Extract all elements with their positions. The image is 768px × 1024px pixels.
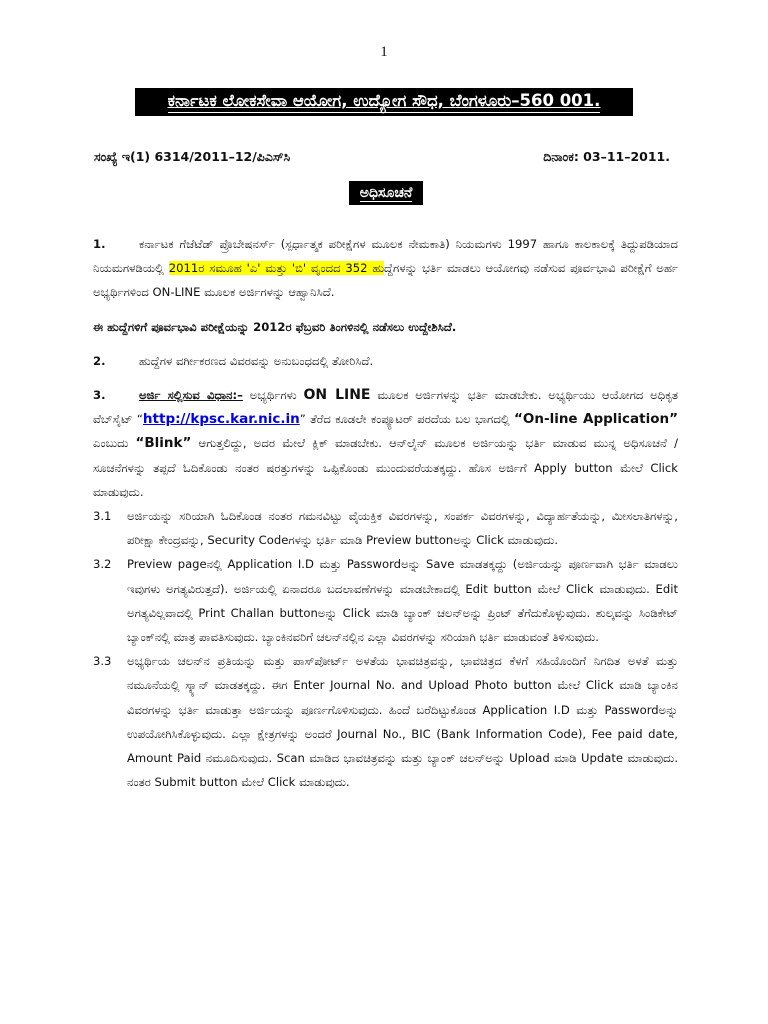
paragraph-1-text-a: ಕರ್ನಾಟಕ ಗೆಜೆಟೆಡ್ ಪ್ರೊಬೇಷನರ್ಸ್ (ಸ್ಪರ್ಧಾತ್ಮಕ ಪರೀಕ್ಷೆಗಳ ಮೂಲಕ ನೇಮಕಾತಿ) ನಿಯಮಗಳು 1997 ಹಾಗೂ ಕಾಲಕಾಲಕ್ಕೆ ತಿದ್ದುಪಡಿಯಾದ ನಿಯಮಗಳಡಿಯಲ್ಲಿ — [93, 237, 678, 276]
notice-heading — [349, 181, 423, 205]
notice-heading-text: ಅಧಿಸೂಚನೆ — [359, 184, 413, 201]
paragraph-number: 2. — [93, 353, 106, 368]
paragraph-3-text-4: ಎಂಬುದು — [93, 436, 136, 451]
paragraph-3-text-2: ಮೂಲಕ ಅರ್ಜಿಗಳನ್ನು ಭರ್ತಿ ಮಾಡಬೇಕು. ಅಭ್ಯರ್ಥಿಯು ಆಯೋಗದ ಅಧಿಕೃತ ವೆಬ್‌ಸೈಟ್ “ — [93, 388, 678, 427]
paragraph-3-text-1: ಅಭ್ಯರ್ಥಿಗಳು — [242, 388, 304, 403]
online-label: ON LINE — [303, 387, 371, 404]
sub-paragraph-3-1-text: ಅರ್ಜಿಯನ್ನು ಸರಿಯಾಗಿ ಓದಿಕೊಂಡ ನಂತರ ಗಮನವಿಟ್ಟು ವೈಯಕ್ತಿಕ ವಿವರಗಳನ್ನು, ಸಂಪರ್ಕ ವಿವರಗಳನ್ನು, ವಿದ್ಯಾರ್ಹತೆಯನ್ನು, ಮೀಸಲಾತಿಗಳನ್ನು, ಪರೀಕ್ಷಾ ಕೇಂದ್ರವನ್ನು, Security Codeಗಳನ್ನು ಭರ್ತಿ ಮಾಡಿ Preview buttonಅನ್ನು Click ಮಾಡುವುದು. — [127, 509, 678, 548]
page-number: 1 — [380, 44, 388, 60]
notification-body — [93, 232, 678, 794]
online-application-label: “On-line Application” — [514, 411, 678, 428]
sub-paragraph-3-3 — [93, 649, 678, 794]
sub-paragraph-3-2 — [93, 552, 678, 649]
paragraph-2-text: ಹುದ್ದೆಗಳ ವರ್ಗೀಕರಣದ ವಿವರವನ್ನು ಅನುಬಂಧದಲ್ಲಿ ತೋರಿಸಿದೆ. — [139, 353, 374, 368]
reference-number: ಸಂಖ್ಯೆ ಇ(1) 6314/2011–12/ಪಿಎಸ್‌ಸಿ — [94, 149, 291, 164]
paragraph-1 — [93, 232, 678, 305]
blink-label: “Blink” — [135, 435, 192, 452]
kpsc-website-link[interactable]: http://kpsc.kar.nic.in — [142, 411, 300, 428]
paragraph-number: 1. — [93, 237, 106, 251]
sub-paragraph-3-1 — [93, 504, 678, 552]
sub-paragraph-3-3-text: ಅಭ್ಯರ್ಥಿಯ ಚಲನ್‌ನ ಪ್ರತಿಯನ್ನು ಮತ್ತು ಪಾಸ್‌ಪೋರ್ಟ್ ಅಳತೆಯ ಭಾವಚಿತ್ರವನ್ನು, ಭಾವಚಿತ್ರದ ಕೆಳಗೆ ಸಹಿಯೊಂದಿಗೆ ನಿಗದಿತ ಅಳತೆ ಮತ್ತು ನಮೂನೆಯಲ್ಲಿ ಸ್ಕ್ಯಾನ್ ಮಾಡತಕ್ಕದ್ದು. ಈಗ Enter Journal No. and Upload Photo button ಮೇಲೆ Click ಮಾಡಿ ಬ್ಯಾಂಕಿನ ವಿವರಗಳನ್ನು ಭರ್ತಿ ಮಾಡುತ್ತಾ ಅರ್ಜಿಯನ್ನು ಪೂರ್ಣಗೊಳಿಸುವುದು. ಹಿಂದೆ ಬರೆದಿಟ್ಟುಕೊಂಡ Application I.D ಮತ್ತು Passwordಅನ್ನು ಉಪಯೋಗಿಸಿಕೊಳ್ಳುವುದು. ಎಲ್ಲಾ ಕ್ಷೇತ್ರಗಳನ್ನು ಅಂದರೆ Journal No., BIC (Bank Information Code), Fee paid date, Amount Paid ನಮೂದಿಸುವುದು. Scan ಮಾಡಿದ ಭಾವಚಿತ್ರವನ್ನು ಮತ್ತು ಬ್ಯಾಂಕ್ ಚಲನ್‌ಅನ್ನು Upload ಮಾಡಿ Update ಮಾಡುವುದು. ನಂತರ Submit button ಮೇಲೆ Click ಮಾಡುವುದು. — [127, 654, 678, 790]
paragraph-2 — [93, 349, 678, 373]
sub-paragraph-3-2-text: Preview pageನಲ್ಲಿ Application I.D ಮತ್ತು Passwordಅನ್ನು Save ಮಾಡತಕ್ಕದ್ದು (ಅರ್ಜಿಯನ್ನು ಪೂರ್ಣವಾಗಿ ಭರ್ತಿ ಮಾಡಲು ಇವುಗಳು ಅಗತ್ಯವಿರುತ್ತದೆ). ಅರ್ಜಿಯಲ್ಲಿ ಏನಾದರೂ ಬದಲಾವಣೆಗಳನ್ನು ಮಾಡಬೇಕಾದಲ್ಲಿ Edit button ಮೇಲೆ Click ಮಾಡುವುದು. Edit ಅಗತ್ಯವಿಲ್ಲವಾದಲ್ಲಿ Print Challan buttonಅನ್ನು Click ಮಾಡಿ ಬ್ಯಾಂಕ್ ಚಲನ್‌ಅನ್ನು ಪ್ರಿಂಟ್ ತೆಗೆದುಕೊಳ್ಳುವುದು. ಶುಲ್ಕವನ್ನು ಸಿಂಡಿಕೇಟ್ ಬ್ಯಾಂಕ್‌ನಲ್ಲಿ ಮಾತ್ರ ಪಾವತಿಸುವುದು. ಬ್ಯಾಂಕಿನವರಿಗೆ ಚಲನ್‌ನಲ್ಲಿನ ಎಲ್ಲಾ ವಿವರಗಳನ್ನು ಸರಿಯಾಗಿ ಭರ್ತಿ ಮಾಡುವಂತೆ ತಿಳಿಸುವುದು. — [127, 557, 678, 645]
reference-row — [94, 149, 670, 165]
application-method-heading: ಅರ್ಜಿ ಸಲ್ಲಿಸುವ ವಿಧಾನ:– — [139, 388, 243, 403]
page-title — [135, 88, 633, 116]
page-title-text: ಕರ್ನಾಟಕ ಲೋಕಸೇವಾ ಆಯೋಗ, ಉದ್ಯೋಗ ಸೌಧ, ಬೆಂಗಳೂರು–560 001. — [168, 91, 601, 113]
highlighted-post-count: 2011ರ ಸಮೂಹ 'ಎ' ಮತ್ತು 'ಬಿ' ವೃಂದದ 352 ಹು — [168, 261, 385, 276]
paragraph-3 — [93, 383, 678, 504]
sub-paragraph-number: 3.2 — [93, 557, 112, 572]
paragraph-3-text-5: ಆಗುತ್ತಲಿದ್ದು, ಅದರ ಮೇಲೆ ಕ್ಲಿಕ್ ಮಾಡಬೇಕು. ಆನ್‌ಲೈನ್ ಮೂಲಕ ಅರ್ಜಿಯನ್ನು ಭರ್ತಿ ಮಾಡುವ ಮುನ್ನ ಅಧಿಸೂಚನೆ / ಸೂಚನೆಗಳನ್ನು ತಪ್ಪದೆ ಓದಿಕೊಂಡು ನಂತರ ಷರತ್ತುಗಳನ್ನು ಒಪ್ಪಿಕೊಂಡು ಮುಂದುವರೆಯತಕ್ಕದ್ದು. ಹೊಸ ಅರ್ಜಿಗೆ Apply button ಮೇಲೆ Click ಮಾಡುವುದು. — [93, 436, 678, 499]
paragraph-number: 3. — [93, 388, 106, 403]
paragraph-1-text-b: ದ್ದೆಗಳನ್ನು ಭರ್ತಿ ಮಾಡಲು ಆಯೋಗವು ನಡೆಸುವ ಪೂರ್ವಭಾವಿ ಪರೀಕ್ಷೆಗೆ ಅರ್ಹ ಅಭ್ಯರ್ಥಿಗಳಿಂದ ON-LINE ಮೂಲಕ ಅರ್ಜಿಗಳನ್ನು ಆಹ್ವಾನಿಸಿದೆ. — [93, 261, 678, 300]
notification-date: ದಿನಾಂಕ: 03–11–2011. — [543, 149, 670, 164]
sub-paragraph-number: 3.1 — [93, 509, 112, 524]
sub-paragraph-number: 3.3 — [93, 654, 112, 669]
exam-schedule-note: ಈ ಹುದ್ದೆಗಳಿಗೆ ಪೂರ್ವಭಾವಿ ಪರೀಕ್ಷೆಯನ್ನು 2012ರ ಫೆಬ್ರವರಿ ತಿಂಗಳಿನಲ್ಲಿ ನಡೆಸಲು ಉದ್ದೇಶಿಸಿದೆ. — [93, 319, 457, 334]
paragraph-3-text-3: ” ತೆರೆದ ಕೂಡಲೇ ಕಂಪ್ಯೂಟರ್ ಪರದೆಯ ಬಲ ಭಾಗದಲ್ಲಿ — [299, 412, 514, 427]
